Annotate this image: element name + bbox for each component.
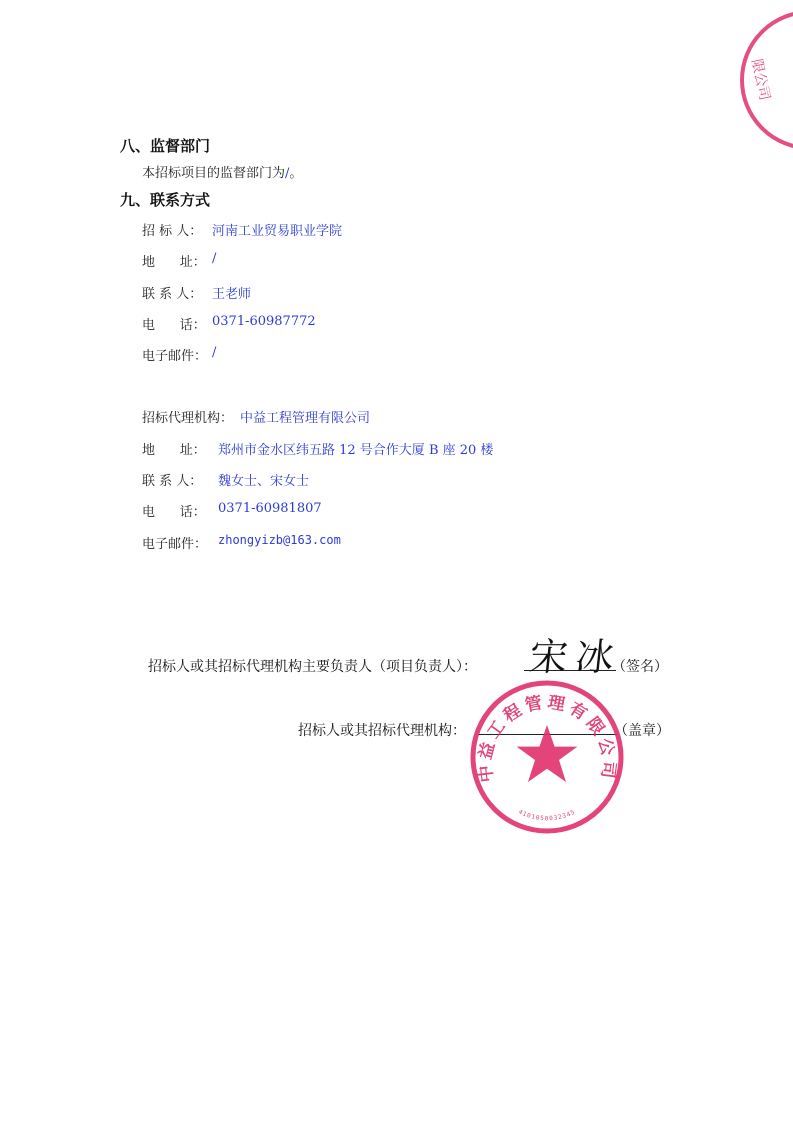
tenderer-address-value: / — [212, 251, 217, 266]
section-heading-supervision: 八、监督部门 — [120, 137, 211, 155]
agency-email-label: 电子邮件： — [142, 537, 208, 552]
tenderer-contact-value: 王老师 — [212, 287, 252, 302]
tenderer-name-value: 河南工业贸易职业学院 — [212, 224, 343, 239]
tenderer-email-label: 电子邮件： — [142, 349, 208, 364]
supervision-value: / — [285, 166, 290, 181]
company-seal-stamp — [467, 677, 627, 837]
tenderer-address-label: 地 址： — [142, 255, 206, 270]
supervision-text-prefix: 本招标项目的监督部门为 — [142, 166, 286, 181]
agency-phone-label: 电 话： — [142, 505, 206, 520]
seal-company-text: 中益工程管理有限公司 — [475, 692, 619, 784]
corner-seal-text: 限公司 — [748, 57, 773, 102]
agency-name-value: 中益工程管理有限公司 — [240, 411, 371, 426]
leader-signature-handwriting: 宋冰 — [527, 635, 624, 679]
agency-seal-label: 招标人或其招标代理机构： — [298, 723, 466, 739]
tenderer-email-value: / — [212, 345, 217, 360]
agency-address-value: 郑州市金水区纬五路 12 号合作大厦 B 座 20 楼 — [218, 443, 494, 458]
leader-signature-suffix: （签名） — [612, 659, 668, 675]
leader-signature-label: 招标人或其招标代理机构主要负责人（项目负责人）： — [148, 659, 477, 675]
agency-contact-label: 联 系 人： — [142, 474, 203, 489]
agency-email-value: zhongyizb@163.com — [218, 533, 341, 547]
tenderer-phone-value: 0371-60987772 — [212, 314, 316, 329]
seal-star-icon — [517, 725, 578, 782]
tenderer-contact-label: 联 系 人： — [142, 287, 203, 302]
supervision-text — [142, 162, 302, 181]
agency-phone-value: 0371-60981807 — [218, 501, 322, 516]
seal-serial-text: 4101050032345 — [517, 808, 577, 823]
section-heading-contact: 九、联系方式 — [120, 191, 211, 209]
tenderer-phone-label: 电 话： — [142, 318, 206, 333]
supervision-text-suffix: 。 — [289, 166, 303, 181]
agency-address-label: 地 址： — [142, 443, 206, 458]
agency-name-label: 招标代理机构： — [142, 411, 234, 426]
corner-seal-stamp — [0, 0, 793, 200]
agency-contact-value: 魏女士、宋女士 — [218, 474, 310, 489]
tenderer-name-label: 招 标 人： — [142, 224, 203, 239]
agency-seal-suffix: （盖章） — [614, 723, 670, 739]
